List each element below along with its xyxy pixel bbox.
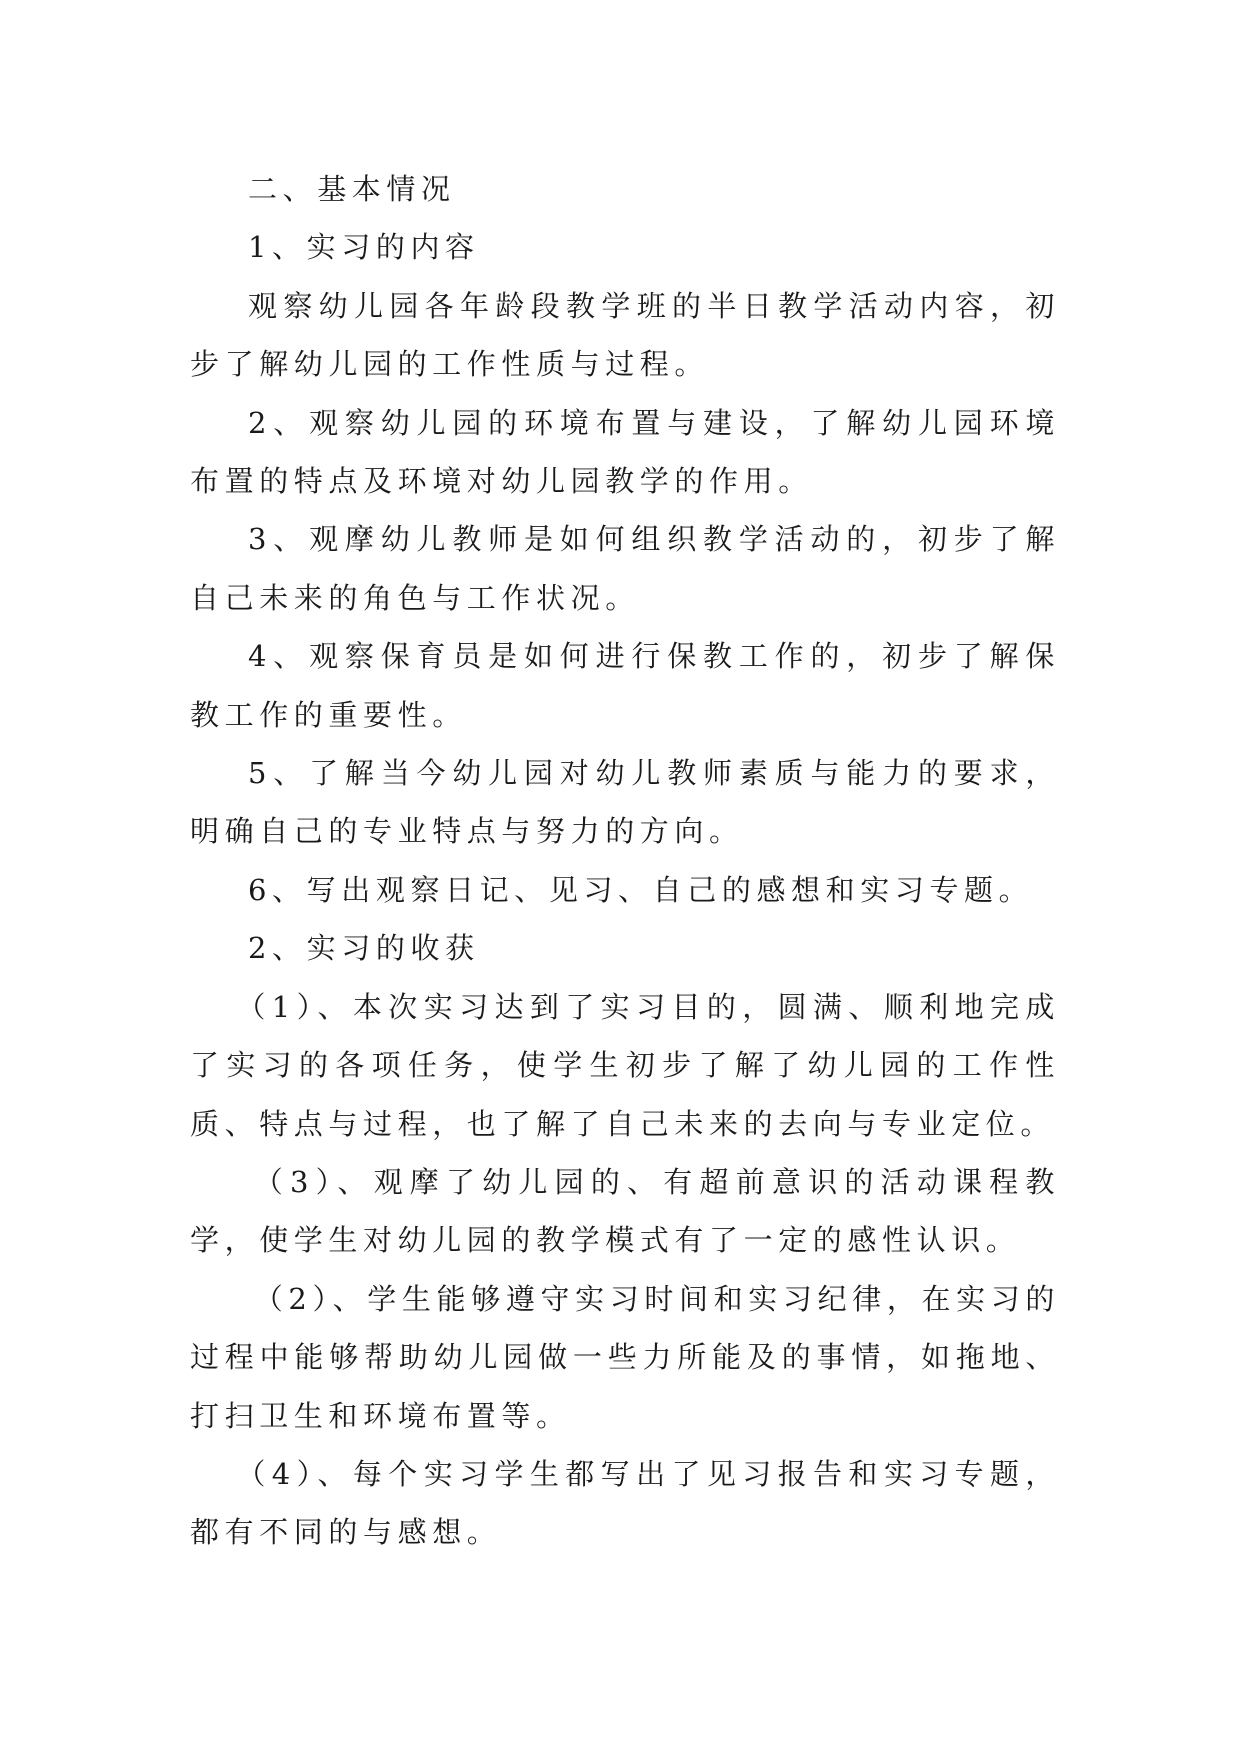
paragraph: 观察幼儿园各年龄段教学班的半日教学活动内容，初步了解幼儿园的工作性质与过程。	[190, 288, 1060, 382]
paragraph: （1）、本次实习达到了实习目的，圆满、顺利地完成了实习的各项任务，使学生初步了解了幼儿园的工作性质、特点与过程，也了解了自己未来的去向与专业定位。	[190, 989, 1060, 1141]
subsection-heading: 2、实习的收获	[248, 931, 480, 966]
paragraph: 2、观察幼儿园的环境布置与建设，了解幼儿园环境布置的特点及环境对幼儿园教学的作用。	[190, 405, 1060, 499]
document-body	[190, 160, 1060, 1562]
subsection-heading: 1、实习的内容	[248, 230, 480, 265]
paragraph: （2）、学生能够遵守实习时间和实习纪律，在实习的过程中能够帮助幼儿园做一些力所能及的事情，如拖地、打扫卫生和环境布置等。	[190, 1281, 1060, 1433]
paragraph: 6、写出观察日记、见习、自己的感想和实习专题。	[248, 872, 1034, 907]
paragraph: 3、观摩幼儿教师是如何组织教学活动的，初步了解自己未来的角色与工作状况。	[190, 522, 1060, 615]
paragraph: 4、观察保育员是如何进行保教工作的，初步了解保教工作的重要性。	[190, 639, 1060, 732]
section-heading: 二、基本情况	[248, 172, 456, 206]
paragraph: （3）、观摩了幼儿园的、有超前意识的活动课程教学，使学生对幼儿园的教学模式有了一定的感性认识。	[190, 1164, 1060, 1258]
paragraph: 5、了解当今幼儿园对幼儿教师素质与能力的要求，明确自己的专业特点与努力的方向。	[190, 756, 1060, 849]
paragraph: （4）、每个实习学生都写出了见习报告和实习专题，都有不同的与感想。	[190, 1456, 1060, 1550]
